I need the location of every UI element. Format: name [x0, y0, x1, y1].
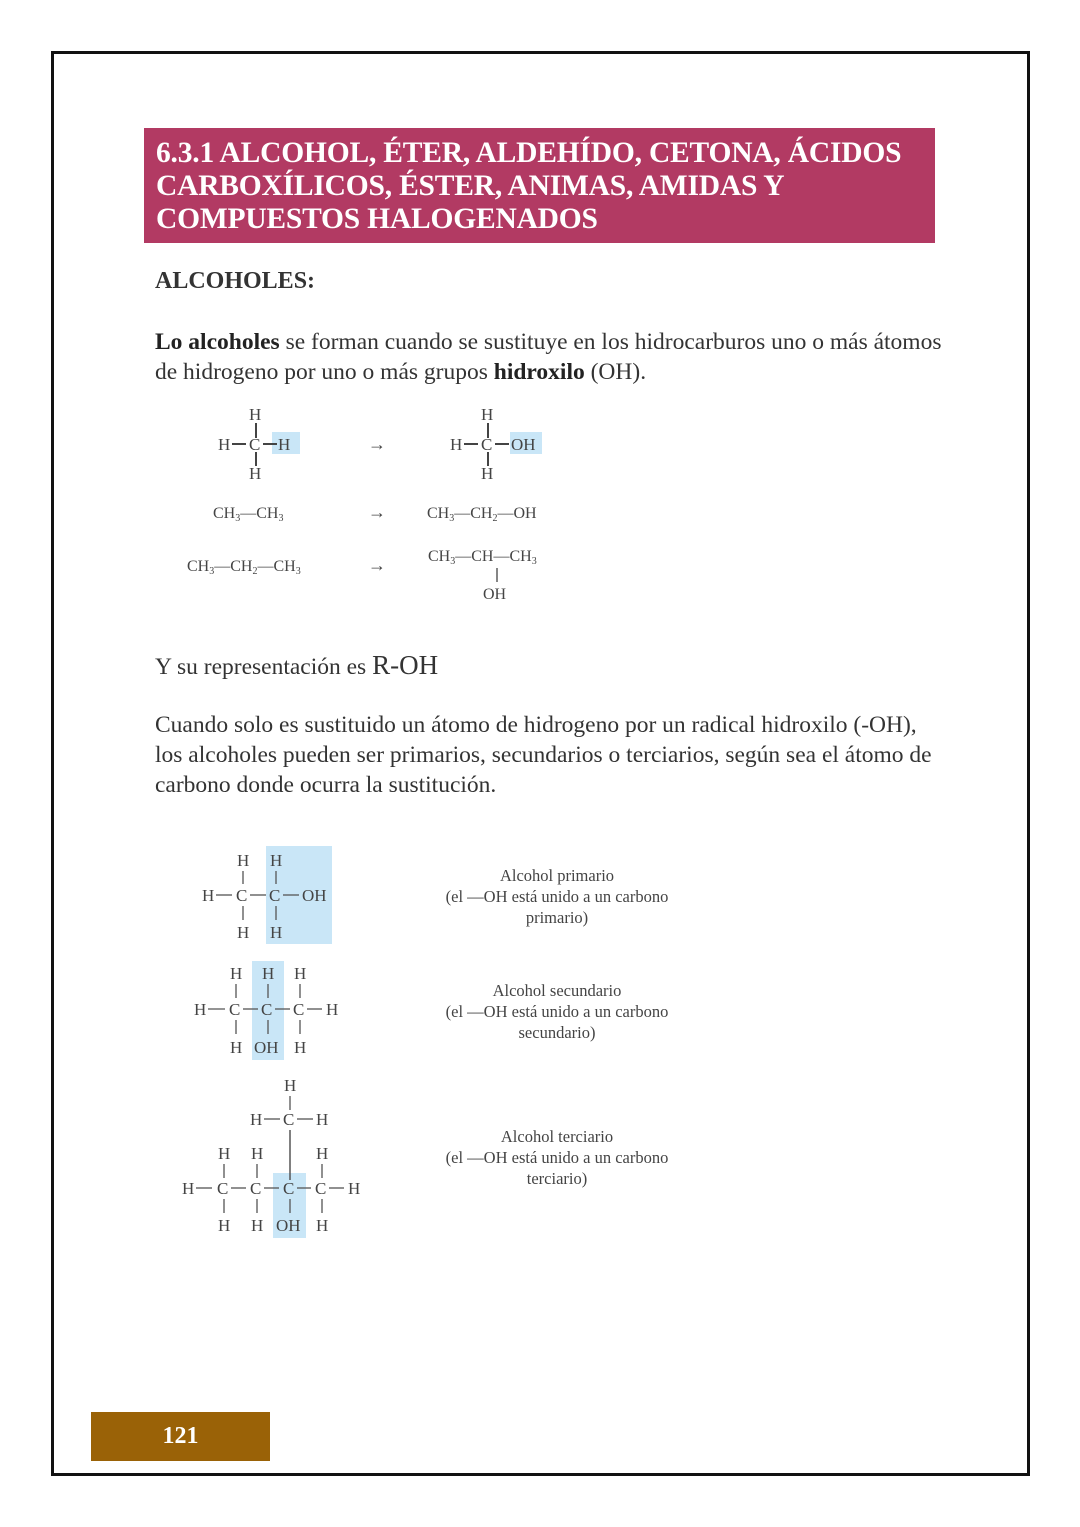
svg-text:C: C	[283, 1110, 295, 1129]
svg-text:H: H	[326, 1000, 339, 1019]
svg-text:H: H	[278, 435, 291, 454]
svg-text:C: C	[283, 1179, 295, 1198]
svg-text:H: H	[348, 1179, 361, 1198]
svg-text:H: H	[230, 964, 243, 983]
svg-text:CH3—CH2—CH3: CH3—CH2—CH3	[187, 558, 301, 577]
svg-text:H: H	[481, 464, 494, 483]
svg-text:C: C	[249, 435, 261, 454]
caption-tertiary-alcohol	[417, 1126, 697, 1189]
reaction-methane-methanol	[218, 405, 542, 483]
caption-line: primario)	[525, 908, 589, 927]
section-title-line-1: 6.3.1 ALCOHOL, ÉTER, ALDEHÍDO, CETONA, ÁCIDOS	[156, 137, 902, 169]
reaction-ethane-ethanol	[213, 502, 537, 524]
intro-text-1: se forman cuando se sustituye en los hidrocarburos uno o más átomos de hidrogeno por uno o más grupos	[155, 329, 942, 385]
svg-text:H: H	[316, 1144, 329, 1163]
svg-text:C: C	[261, 1000, 273, 1019]
svg-text:C: C	[481, 435, 493, 454]
section-title-line-2: CARBOXÍLICOS, ÉSTER, ANIMAS, AMIDAS Y	[156, 170, 785, 202]
caption-title: Alcohol terciario	[500, 1127, 614, 1146]
svg-text:→: →	[368, 555, 386, 575]
svg-text:→: →	[368, 502, 386, 522]
page-number: 121	[91, 1412, 270, 1461]
svg-text:H: H	[249, 405, 262, 424]
svg-text:C: C	[217, 1179, 229, 1198]
svg-text:H: H	[237, 923, 250, 942]
caption-title: Alcohol secundario	[492, 981, 622, 1000]
svg-text:H: H	[250, 1110, 263, 1129]
classification-paragraph: Cuando solo es sustituido un átomo de hidrogeno por un radical hidroxilo (-OH), los alcoholes pueden ser primarios, secundarios o terciarios, según sea el átomo de carbono donde ocurra la sustitución.	[155, 712, 932, 798]
svg-text:H: H	[249, 464, 262, 483]
svg-text:H: H	[270, 851, 283, 870]
svg-text:C: C	[250, 1179, 262, 1198]
representation-text: Y su representación es	[155, 654, 373, 680]
svg-text:H: H	[194, 1000, 207, 1019]
svg-text:OH: OH	[511, 435, 536, 454]
svg-text:C: C	[293, 1000, 305, 1019]
svg-text:H: H	[218, 435, 231, 454]
caption-primary-alcohol	[417, 865, 697, 928]
tertiary-alcohol-structure	[182, 1076, 360, 1238]
secondary-alcohol-structure	[194, 961, 338, 1060]
svg-text:OH: OH	[276, 1216, 301, 1235]
svg-text:C: C	[269, 886, 281, 905]
representation-formula: R-OH	[372, 650, 439, 680]
svg-text:→: →	[368, 434, 386, 454]
svg-text:H: H	[481, 405, 494, 424]
svg-text:H: H	[294, 1038, 307, 1057]
svg-text:H: H	[230, 1038, 243, 1057]
svg-text:CH3—CH3: CH3—CH3	[213, 505, 284, 524]
svg-text:H: H	[202, 886, 215, 905]
svg-text:H: H	[316, 1216, 329, 1235]
caption-title: Alcohol primario	[499, 866, 615, 885]
svg-text:H: H	[218, 1144, 231, 1163]
intro-bold-hidroxilo: hidroxilo	[493, 359, 585, 385]
section-title-line-3: COMPUESTOS HALOGENADOS	[156, 203, 598, 235]
svg-text:H: H	[316, 1110, 329, 1129]
svg-text:H: H	[262, 964, 275, 983]
caption-line: (el —OH está unido a un carbono	[445, 887, 669, 906]
svg-text:C: C	[229, 1000, 241, 1019]
svg-text:H: H	[251, 1144, 264, 1163]
svg-text:H: H	[237, 851, 250, 870]
svg-text:H: H	[270, 923, 283, 942]
svg-text:C: C	[315, 1179, 327, 1198]
svg-text:H: H	[450, 435, 463, 454]
svg-text:H: H	[182, 1179, 195, 1198]
svg-text:H: H	[284, 1076, 297, 1095]
caption-line: (el —OH está unido a un carbono	[445, 1148, 669, 1167]
svg-text:C: C	[236, 886, 248, 905]
svg-text:H: H	[218, 1216, 231, 1235]
svg-text:H: H	[294, 964, 307, 983]
intro-bold-term: Lo alcoholes	[155, 329, 280, 355]
caption-line: terciario)	[526, 1169, 588, 1188]
svg-text:CH3—CH—CH3: CH3—CH—CH3	[428, 548, 537, 567]
primary-alcohol-structure	[202, 846, 332, 944]
alcoholes-heading: ALCOHOLES:	[155, 268, 316, 294]
caption-secondary-alcohol	[417, 980, 697, 1043]
representation-line	[155, 650, 945, 682]
svg-text:CH3—CH2—OH: CH3—CH2—OH	[427, 505, 537, 524]
intro-text-2: (OH).	[584, 359, 647, 385]
svg-text:OH: OH	[302, 886, 327, 905]
svg-text:OH: OH	[483, 586, 507, 603]
svg-text:H: H	[251, 1216, 264, 1235]
reaction-propane-propanol	[187, 548, 537, 603]
svg-text:OH: OH	[254, 1038, 279, 1057]
caption-line: secundario)	[518, 1023, 596, 1042]
caption-line: (el —OH está unido a un carbono	[445, 1002, 669, 1021]
